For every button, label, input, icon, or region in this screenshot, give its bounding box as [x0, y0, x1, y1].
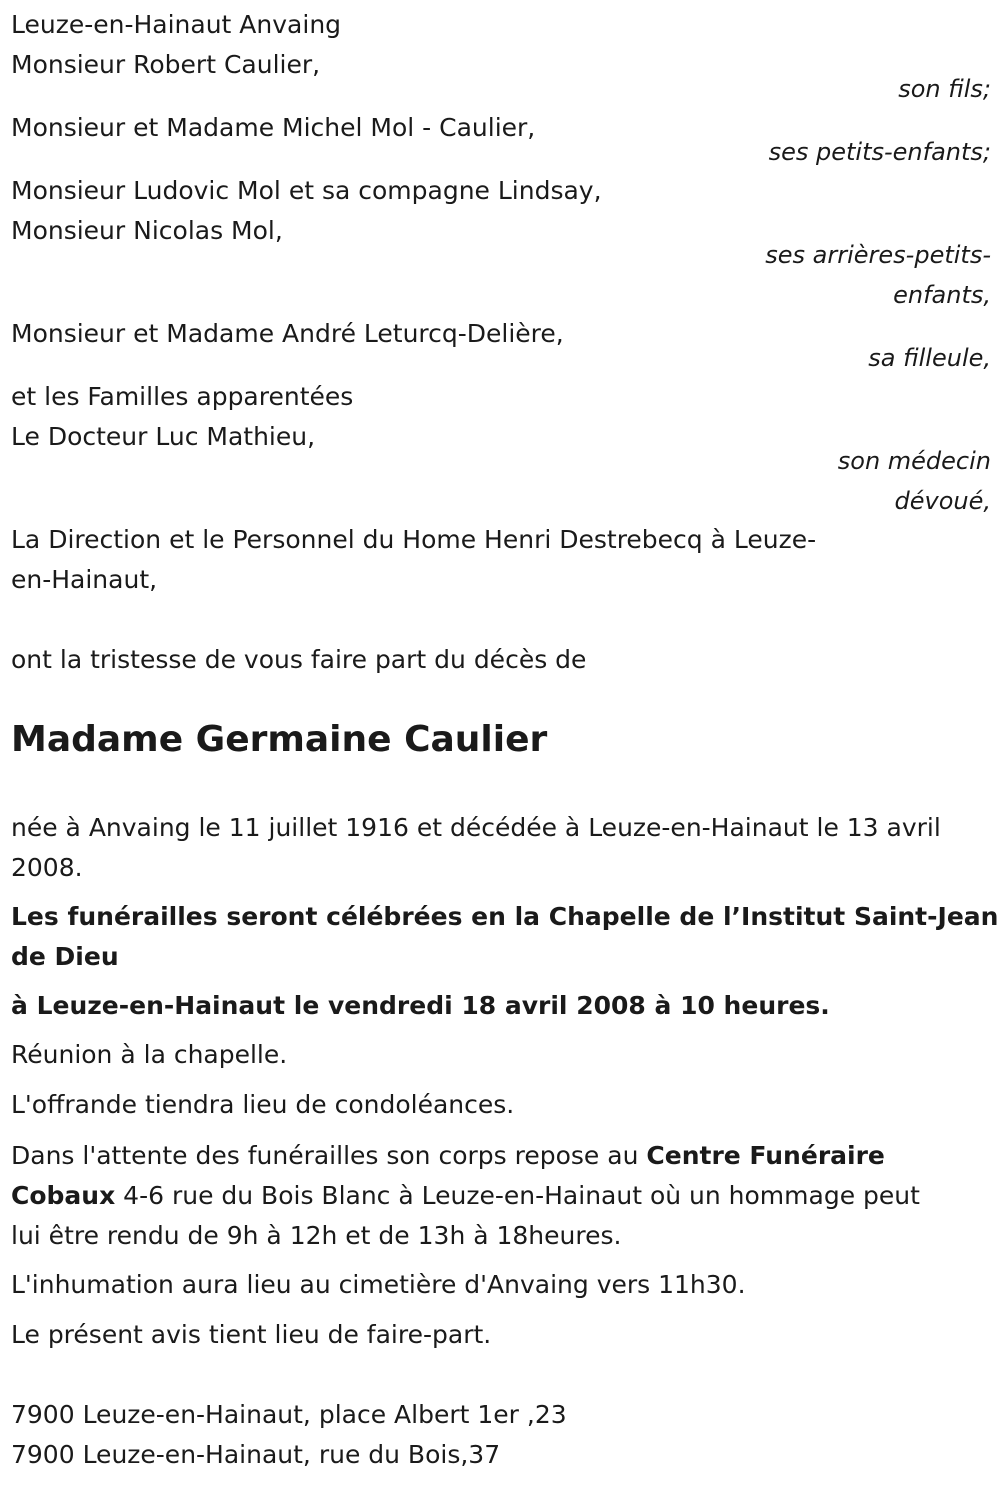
relation-great-grandchildren-line2: enfants, — [893, 281, 991, 309]
relation-doctor-line1: son médecin — [837, 447, 991, 475]
location-line: Leuze-en-Hainaut Anvaing — [11, 10, 342, 39]
direction-line2: en-Hainaut, — [11, 565, 158, 594]
rest-line3: lui être rendu de 9h à 12h et de 13h à 18heures. — [11, 1221, 622, 1250]
family-member-andre: Monsieur et Madame André Leturcq-Delière, — [11, 319, 564, 348]
family-member-nicolas: Monsieur Nicolas Mol, — [11, 216, 283, 245]
rest-line1 — [11, 1136, 885, 1176]
relation-goddaughter: sa filleule, — [868, 344, 991, 372]
burial-line: L'inhumation aura lieu au cimetière d'Anvaing vers 11h30. — [11, 1270, 746, 1299]
direction-line1: La Direction et le Personnel du Home Henri Destrebecq à Leuze- — [11, 525, 817, 554]
relation-doctor-line2: dévoué, — [894, 487, 991, 515]
relation-son: son fils; — [898, 75, 991, 103]
address-line-1: 7900 Leuze-en-Hainaut, place Albert 1er ,23 — [11, 1400, 567, 1429]
address-line-2: 7900 Leuze-en-Hainaut, rue du Bois,37 — [11, 1440, 501, 1469]
doctor-line: Le Docteur Luc Mathieu, — [11, 422, 316, 451]
family-member-robert: Monsieur Robert Caulier, — [11, 50, 321, 79]
announcement-intro: ont la tristesse de vous faire part du décès de — [11, 645, 587, 674]
birth-death-line1: née à Anvaing le 11 juillet 1916 et décédée à Leuze-en-Hainaut le 13 avril — [11, 813, 941, 842]
relation-grandchildren: ses petits-enfants; — [768, 138, 991, 166]
related-families: et les Familles apparentées — [11, 382, 354, 411]
rest-prefix: Dans l'attente des funérailles son corps repose au — [11, 1141, 647, 1170]
ceremony-line3: à Leuze-en-Hainaut le vendredi 18 avril 2008 à 10 heures. — [11, 991, 830, 1020]
ceremony-line2: de Dieu — [11, 942, 119, 971]
relation-great-grandchildren-line1: ses arrières-petits- — [765, 241, 991, 269]
funeral-home-name-part1: Centre Funéraire — [646, 1141, 885, 1170]
funeral-home-name-part2: Cobaux — [11, 1181, 116, 1210]
rest-line2 — [11, 1176, 920, 1216]
family-member-ludovic: Monsieur Ludovic Mol et sa compagne Lindsay, — [11, 176, 602, 205]
notice-line: Le présent avis tient lieu de faire-part. — [11, 1320, 492, 1349]
rest-address: 4-6 rue du Bois Blanc à Leuze-en-Hainaut où un hommage peut — [115, 1181, 920, 1210]
family-member-michel: Monsieur et Madame Michel Mol - Caulier, — [11, 113, 536, 142]
birth-death-line2: 2008. — [11, 853, 83, 882]
offering-line: L'offrande tiendra lieu de condoléances. — [11, 1090, 515, 1119]
meeting-line: Réunion à la chapelle. — [11, 1040, 288, 1069]
deceased-name: Madame Germaine Caulier — [11, 719, 548, 760]
ceremony-line1: Les funérailles seront célébrées en la Chapelle de l’Institut Saint-Jean — [11, 902, 999, 931]
